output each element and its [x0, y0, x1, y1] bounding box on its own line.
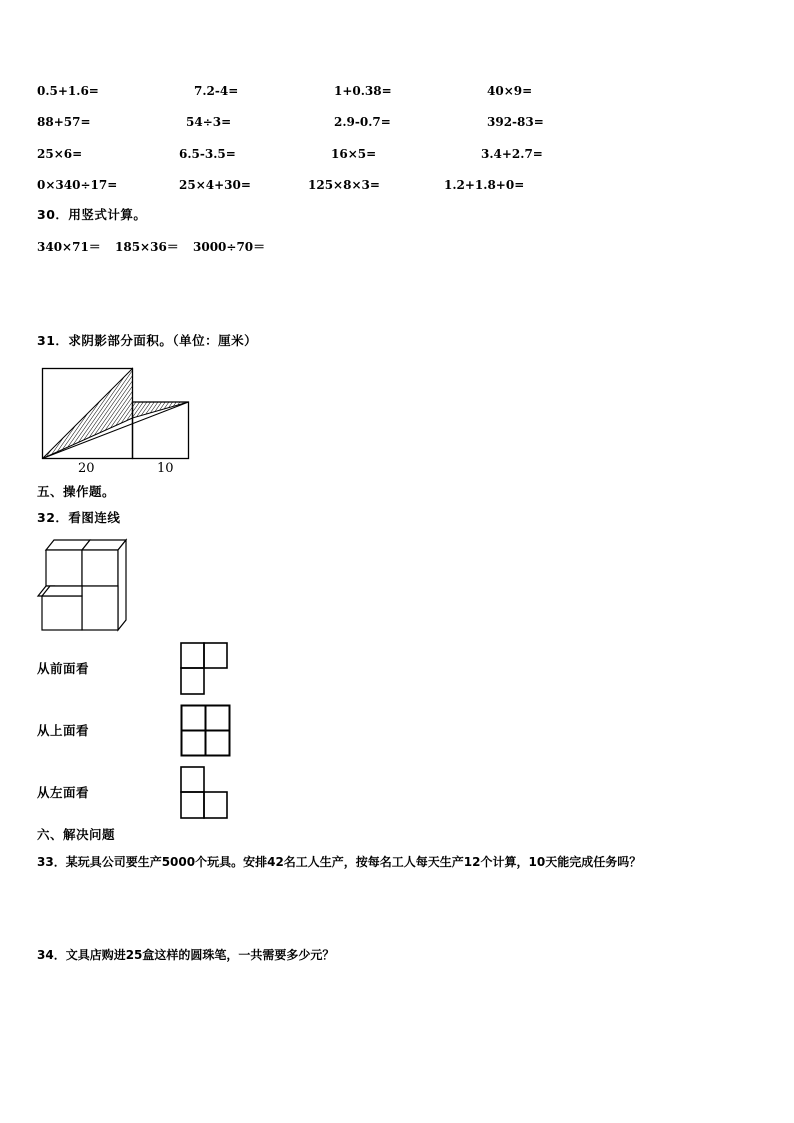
question-32-title: 32．看图连线: [37, 510, 121, 525]
calc-item: 7.2-4=: [194, 84, 239, 98]
view-front-label: 从前面看: [37, 661, 90, 676]
dimension-label-20: 20: [78, 461, 95, 476]
calc-item: 6.5-3.5=: [179, 147, 236, 161]
calc-item: 88+57=: [37, 115, 91, 129]
calc-item: 3.4+2.7=: [481, 147, 543, 161]
view-left-label: 从左面看: [37, 785, 90, 800]
calc-item: 40×9=: [487, 84, 533, 98]
dimension-label-10: 10: [157, 461, 174, 476]
calc-item: 1.2+1.8+0=: [444, 178, 525, 192]
shaded-area-figure: [40, 366, 192, 476]
question-33-text: 33．某玩具公司要生产5000个玩具。安排42名工人生产，按每名工人每天生产12个计算，10天能完成任务吗？: [37, 855, 642, 869]
calc-item: 125×8×3=: [308, 178, 380, 192]
section-6-title: 六、解决问题: [37, 827, 116, 842]
calc-item: 392-83=: [487, 115, 544, 129]
top-view-grid[interactable]: [180, 704, 232, 758]
calc-item: 1+0.38=: [334, 84, 392, 98]
calc-item: 0×340÷17=: [37, 178, 118, 192]
vertical-calc-item: 3000÷70＝: [193, 240, 266, 254]
section-5-title: 五、操作题。: [37, 484, 116, 499]
calc-item: 25×6=: [37, 147, 83, 161]
calc-item: 25×4+30=: [179, 178, 251, 192]
front-view-grid[interactable]: [180, 642, 230, 696]
cube-stack-figure: [40, 538, 130, 634]
vertical-calc-item: 185×36＝: [115, 240, 179, 254]
vertical-calc-item: 340×71＝: [37, 240, 101, 254]
question-30-title: 30．用竖式计算。: [37, 207, 147, 222]
calc-item: 2.9-0.7=: [334, 115, 391, 129]
calc-item: 0.5+1.6=: [37, 84, 99, 98]
left-view-grid[interactable]: [180, 766, 230, 820]
calc-item: 16×5=: [331, 147, 377, 161]
question-31-title: 31．求阴影部分面积。（单位：厘米）: [37, 333, 258, 348]
calc-item: 54÷3=: [186, 115, 232, 129]
question-34-text: 34．文具店购进25盒这样的圆珠笔，一共需要多少元？: [37, 948, 335, 962]
view-top-label: 从上面看: [37, 723, 90, 738]
